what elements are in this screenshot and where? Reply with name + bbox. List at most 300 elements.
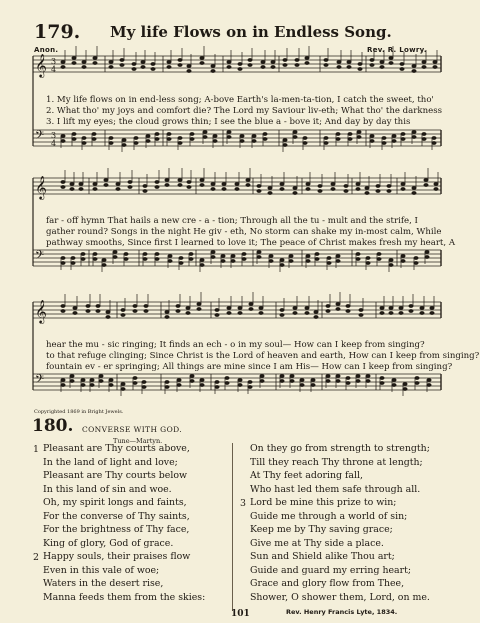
- clef-symbol: 3: [51, 131, 57, 140]
- note-head: [178, 64, 182, 67]
- lyric-line: pathway smooths, Since first I learned to love it; The peace of Christ makes fresh my heart, A: [46, 238, 456, 248]
- note-head: [200, 62, 204, 65]
- note-head: [376, 190, 380, 193]
- note-head: [422, 133, 426, 136]
- note-head: [315, 253, 319, 256]
- verse-line: Shower, O shower them, Lord, on me.: [250, 591, 430, 603]
- note-head: [215, 309, 219, 312]
- note-head: [433, 61, 437, 64]
- note-head: [246, 184, 250, 187]
- note-head: [318, 185, 322, 188]
- note-head: [81, 379, 85, 382]
- note-head: [242, 258, 246, 261]
- note-head: [72, 62, 76, 65]
- note-head: [314, 316, 318, 319]
- note-head: [401, 183, 405, 186]
- note-head: [93, 57, 97, 60]
- note-head: [104, 179, 108, 182]
- note-head: [283, 139, 287, 142]
- note-head: [121, 383, 125, 386]
- note-head: [382, 137, 386, 140]
- note-head: [380, 66, 384, 69]
- note-head: [155, 138, 159, 141]
- note-head: [389, 312, 393, 315]
- clef-symbol: 𝄞: [35, 299, 47, 323]
- note-head: [344, 185, 348, 188]
- note-head: [306, 255, 310, 258]
- note-head: [430, 312, 434, 315]
- note-head: [211, 65, 215, 68]
- note-head: [124, 258, 128, 261]
- column-divider: [232, 443, 233, 611]
- note-head: [61, 379, 65, 382]
- note-head: [324, 59, 328, 62]
- note-head: [132, 63, 136, 66]
- hymn-title: CONVERSE WITH GOD.: [82, 425, 183, 434]
- note-head: [165, 316, 169, 319]
- note-head: [420, 312, 424, 315]
- note-head: [106, 316, 110, 319]
- note-head: [346, 310, 350, 313]
- note-head: [134, 137, 138, 140]
- verse-line: Even in this vale of woe;: [43, 564, 160, 576]
- note-head: [178, 137, 182, 140]
- note-head: [271, 61, 275, 64]
- note-head: [432, 142, 436, 145]
- note-head: [356, 375, 360, 378]
- note-head: [122, 144, 126, 147]
- note-head: [61, 310, 65, 313]
- note-head: [109, 61, 113, 64]
- note-head: [73, 307, 77, 310]
- note-head: [344, 190, 348, 193]
- note-head: [324, 142, 328, 145]
- note-head: [415, 382, 419, 385]
- note-head: [61, 61, 65, 64]
- note-head: [155, 186, 159, 189]
- note-head: [300, 384, 304, 387]
- note-head: [248, 59, 252, 62]
- note-head: [187, 65, 191, 68]
- note-head: [392, 140, 396, 143]
- note-head: [200, 184, 204, 187]
- note-head: [86, 305, 90, 308]
- note-head: [134, 142, 138, 145]
- clef-symbol: 𝄢: [35, 129, 45, 145]
- note-head: [380, 382, 384, 385]
- note-head: [280, 188, 284, 191]
- note-head: [70, 188, 74, 191]
- note-head: [93, 62, 97, 65]
- note-head: [259, 307, 263, 310]
- verse-line: Guide and guard my erring heart;: [250, 564, 412, 576]
- note-head: [422, 61, 426, 64]
- note-head: [412, 192, 416, 195]
- note-head: [178, 184, 182, 187]
- note-head: [121, 314, 125, 317]
- note-head: [215, 386, 219, 389]
- note-head: [365, 192, 369, 195]
- note-head: [336, 375, 340, 378]
- note-head: [422, 66, 426, 69]
- note-head: [327, 257, 331, 260]
- verse-line: Pleasant are Thy courts below: [43, 470, 187, 481]
- note-head: [168, 260, 172, 263]
- verse-line: For the converse of Thy saints,: [43, 510, 190, 522]
- note-head: [331, 183, 335, 186]
- note-head: [248, 386, 252, 389]
- verse-number: 3: [240, 498, 246, 509]
- verse-line: Oh, my spirit longs and faints,: [43, 497, 187, 508]
- note-head: [200, 179, 204, 182]
- note-head: [200, 259, 204, 262]
- copyright-notice: Copyrighted 1869 in Bright Jewels.: [34, 409, 124, 415]
- note-head: [92, 133, 96, 136]
- note-head: [346, 377, 350, 380]
- note-head: [96, 305, 100, 308]
- verse-line: Give me at Thy side a place.: [250, 537, 384, 549]
- note-head: [260, 375, 264, 378]
- note-head: [324, 137, 328, 140]
- note-head: [257, 190, 261, 193]
- author-credit: Rev. Henry Francis Lyte, 1834.: [286, 608, 398, 616]
- note-head: [190, 380, 194, 383]
- note-head: [422, 138, 426, 141]
- note-head: [102, 264, 106, 267]
- note-head: [61, 262, 65, 265]
- note-head: [295, 64, 299, 67]
- note-head: [380, 61, 384, 64]
- note-head: [424, 184, 428, 187]
- note-head: [295, 59, 299, 62]
- note-head: [215, 314, 219, 317]
- note-head: [356, 183, 360, 186]
- note-head: [104, 184, 108, 187]
- note-head: [102, 259, 106, 262]
- note-head: [187, 186, 191, 189]
- note-head: [143, 190, 147, 193]
- note-head: [225, 382, 229, 385]
- note-head: [327, 262, 331, 265]
- note-head: [231, 255, 235, 258]
- note-head: [337, 66, 341, 69]
- note-head: [227, 307, 231, 310]
- note-head: [82, 142, 86, 145]
- lyric-line: 1. My life flows on in end-less song; A-bove Earth's la-men-ta-tion, I catch the sweet, tho': [46, 95, 434, 105]
- note-head: [252, 135, 256, 138]
- note-head: [215, 381, 219, 384]
- note-head: [311, 384, 315, 387]
- note-head: [357, 136, 361, 139]
- hymn-number: 180.: [32, 416, 74, 436]
- lyric-line: to that refuge clinging; Since Christ is the Lord of heaven and earth, How can I keep from singing?: [46, 351, 480, 361]
- note-head: [359, 314, 363, 317]
- note-head: [203, 136, 207, 139]
- note-head: [141, 61, 145, 64]
- note-head: [211, 188, 215, 191]
- note-head: [412, 70, 416, 73]
- note-head: [389, 264, 393, 267]
- note-head: [177, 379, 181, 382]
- clef-symbol: 𝄢: [35, 373, 45, 389]
- note-head: [366, 262, 370, 265]
- note-head: [401, 255, 405, 258]
- note-head: [165, 381, 169, 384]
- note-head: [427, 379, 431, 382]
- note-head: [86, 310, 90, 313]
- note-head: [197, 303, 201, 306]
- note-head: [427, 384, 431, 387]
- verse-line: For the brightness of Thy face,: [43, 524, 190, 535]
- note-head: [293, 192, 297, 195]
- note-head: [248, 381, 252, 384]
- lyric-line: far - off hymn That hails a new cre - a - tion; Through all the tu - mult and the strife, I: [46, 216, 418, 226]
- note-head: [370, 140, 374, 143]
- note-head: [261, 66, 265, 69]
- note-head: [178, 59, 182, 62]
- note-head: [231, 260, 235, 263]
- note-head: [238, 63, 242, 66]
- note-head: [290, 375, 294, 378]
- note-head: [82, 66, 86, 69]
- note-head: [133, 310, 137, 313]
- note-head: [392, 379, 396, 382]
- lyric-line: gather round? Songs in the night He giv - eth, No storm can shake my in-most calm, While: [46, 227, 442, 237]
- note-head: [434, 183, 438, 186]
- note-head: [348, 133, 352, 136]
- verse-line: Lord be mine this prize to win;: [250, 497, 397, 508]
- note-head: [269, 255, 273, 258]
- note-head: [213, 140, 217, 143]
- note-head: [120, 64, 124, 67]
- clef-symbol: 𝄞: [35, 53, 47, 77]
- note-head: [93, 258, 97, 261]
- note-head: [280, 309, 284, 312]
- note-head: [401, 133, 405, 136]
- note-head: [403, 388, 407, 391]
- note-head: [200, 379, 204, 382]
- note-head: [347, 66, 351, 69]
- note-head: [280, 380, 284, 383]
- note-head: [133, 382, 137, 385]
- note-head: [412, 187, 416, 190]
- note-head: [283, 144, 287, 147]
- note-head: [200, 384, 204, 387]
- note-head: [370, 64, 374, 67]
- note-head: [366, 257, 370, 260]
- note-head: [336, 133, 340, 136]
- note-head: [409, 310, 413, 313]
- note-head: [225, 377, 229, 380]
- note-head: [70, 375, 74, 378]
- note-head: [401, 138, 405, 141]
- note-head: [249, 308, 253, 311]
- verse-line: Manna feeds them from the skies:: [43, 591, 206, 603]
- note-head: [73, 312, 77, 315]
- note-head: [113, 256, 117, 259]
- note-head: [93, 253, 97, 256]
- note-head: [213, 135, 217, 138]
- note-head: [261, 61, 265, 64]
- note-head: [389, 307, 393, 310]
- note-head: [280, 375, 284, 378]
- note-head: [189, 253, 193, 256]
- note-head: [403, 383, 407, 386]
- note-head: [238, 68, 242, 71]
- note-head: [380, 312, 384, 315]
- note-head: [290, 380, 294, 383]
- note-head: [305, 62, 309, 65]
- note-head: [289, 260, 293, 263]
- page-number: 101: [231, 609, 250, 619]
- note-head: [93, 188, 97, 191]
- note-head: [144, 310, 148, 313]
- note-head: [109, 379, 113, 382]
- note-head: [143, 258, 147, 261]
- note-head: [348, 138, 352, 141]
- note-head: [121, 309, 125, 312]
- note-head: [370, 135, 374, 138]
- note-head: [359, 309, 363, 312]
- note-head: [133, 305, 137, 308]
- note-head: [424, 179, 428, 182]
- verse-line: King of glory, God of grace.: [43, 537, 174, 549]
- note-head: [358, 68, 362, 71]
- note-head: [238, 312, 242, 315]
- note-head: [280, 183, 284, 186]
- note-head: [280, 314, 284, 317]
- note-head: [121, 388, 125, 391]
- lyric-line: 3. I lift my eyes; the cloud grows thin; I see the blue a - bove it; And day by day this: [46, 117, 411, 127]
- note-head: [200, 264, 204, 267]
- note-head: [211, 251, 215, 254]
- verse-line: Pleasant are Thy courts above,: [43, 443, 190, 454]
- note-head: [252, 140, 256, 143]
- note-head: [186, 307, 190, 310]
- note-head: [389, 62, 393, 65]
- note-head: [305, 57, 309, 60]
- note-head: [61, 257, 65, 260]
- note-head: [113, 251, 117, 254]
- note-head: [155, 253, 159, 256]
- note-head: [289, 255, 293, 258]
- note-head: [293, 131, 297, 134]
- note-head: [336, 380, 340, 383]
- note-head: [377, 253, 381, 256]
- note-head: [116, 183, 120, 186]
- note-head: [177, 384, 181, 387]
- note-head: [90, 384, 94, 387]
- note-head: [414, 257, 418, 260]
- note-head: [414, 262, 418, 265]
- note-head: [155, 258, 159, 261]
- note-head: [280, 264, 284, 267]
- note-head: [61, 140, 65, 143]
- note-head: [82, 61, 86, 64]
- note-head: [311, 379, 315, 382]
- note-head: [346, 305, 350, 308]
- note-head: [99, 375, 103, 378]
- note-head: [235, 188, 239, 191]
- note-head: [124, 253, 128, 256]
- note-head: [432, 137, 436, 140]
- note-head: [337, 61, 341, 64]
- note-head: [190, 133, 194, 136]
- note-head: [425, 251, 429, 254]
- note-head: [144, 305, 148, 308]
- note-head: [389, 259, 393, 262]
- note-head: [401, 188, 405, 191]
- note-head: [81, 384, 85, 387]
- note-head: [70, 183, 74, 186]
- note-head: [336, 260, 340, 263]
- note-head: [409, 305, 413, 308]
- verse-line: In the land of light and love;: [43, 456, 178, 468]
- note-head: [122, 139, 126, 142]
- note-head: [176, 305, 180, 308]
- note-head: [81, 253, 85, 256]
- note-head: [399, 307, 403, 310]
- note-head: [221, 260, 225, 263]
- note-head: [227, 131, 231, 134]
- note-head: [167, 61, 171, 64]
- note-head: [387, 190, 391, 193]
- note-head: [165, 311, 169, 314]
- note-head: [356, 258, 360, 261]
- note-head: [142, 381, 146, 384]
- note-head: [72, 138, 76, 141]
- note-head: [249, 303, 253, 306]
- note-head: [356, 380, 360, 383]
- note-head: [293, 307, 297, 310]
- note-head: [240, 140, 244, 143]
- note-head: [109, 142, 113, 145]
- note-head: [433, 66, 437, 69]
- hymn-title: My life Flows on in Endless Song.: [110, 23, 392, 41]
- note-head: [293, 136, 297, 139]
- tune-name: Tune—Martyn.: [113, 437, 163, 445]
- note-head: [61, 135, 65, 138]
- note-head: [380, 377, 384, 380]
- note-head: [336, 308, 340, 311]
- note-head: [269, 260, 273, 263]
- verse-number: 1: [33, 444, 39, 455]
- note-head: [79, 183, 83, 186]
- note-head: [430, 307, 434, 310]
- verse-line: Keep me by Thy saving grace;: [250, 524, 393, 535]
- verse-line: Till they reach Thy throne at length;: [250, 456, 423, 468]
- note-head: [268, 187, 272, 190]
- note-head: [227, 136, 231, 139]
- note-head: [132, 68, 136, 71]
- note-head: [116, 188, 120, 191]
- lyric-line: 2. What tho' my joys and comfort die? The Lord my Saviour liv-eth; What tho' the darkness: [46, 106, 443, 116]
- note-head: [303, 142, 307, 145]
- note-head: [155, 181, 159, 184]
- note-head: [425, 256, 429, 259]
- note-head: [356, 188, 360, 191]
- lyric-line: hear the mu - sic ringing; It finds an ech - o in my soul— How can I keep from singing?: [46, 340, 425, 350]
- note-head: [260, 380, 264, 383]
- note-head: [366, 380, 370, 383]
- note-head: [151, 68, 155, 71]
- note-head: [168, 255, 172, 258]
- note-head: [120, 59, 124, 62]
- note-head: [128, 181, 132, 184]
- note-head: [221, 255, 225, 258]
- note-head: [143, 253, 147, 256]
- note-head: [314, 311, 318, 314]
